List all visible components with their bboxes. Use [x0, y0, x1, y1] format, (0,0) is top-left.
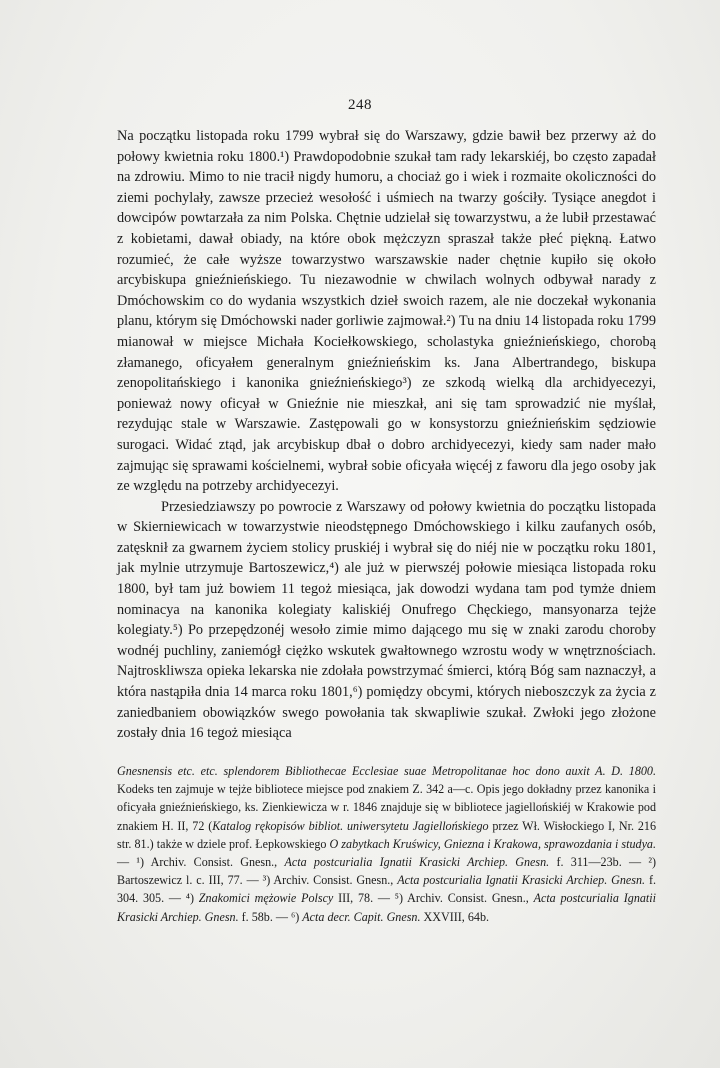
footnote-run: — ¹) Archiv. Consist. Gnesn., [117, 855, 285, 870]
footnotes [117, 762, 656, 926]
footnote-italic-run: Gnesnensis etc. etc. splendorem Bibliothecae Ecclesiae suae Metropolitanae hoc dono auxit A. D. 1800. [117, 764, 656, 778]
paragraph: Na początku listopada roku 1799 wybrał się do Warszawy, gdzie bawił bez przerwy aż do połowy kwietnia roku 1800.¹) Prawdopodobnie szukał tam rady lekarskiéj, bo często zapadał na zdrowiu. Mimo to nie tracił nigdy humoru, a chociaż go i wiek i rozmaite okoliczności do ziemi pochylały, zawsze przecież wesołość i uśmiech na twarzy gościły. Tysiące anegdot i dowcipów powtarzała za nim Polska. Chętnie udzielał się towarzystwu, a że lubił przestawać z kobietami, dawał obiady, na które obok mężczyzn spraszał także płeć piękną. Łatwo rozumieć, że całe wyższe towarzystwo warszawskie nader chętnie kupiło się około arcybiskupa gnieźnieńskiego. Tu niezawodnie w chwilach wolnych odbywał narady z Dmóchowskim co do wydania wszystkich dzieł swoich razem, ale nie doczekał wykonania planu, którym się Dmóchowski nader gorliwie zajmował.²) Tu na dniu 14 listopada roku 1799 mianował w miejsce Michała Kociełkowskiego, scholastyka gnieźnieńskiego, chorobą złamanego, oficyałem generalnym gnieźnieńskim ks. Jana Albertrandego, biskupa zenopolitańskiego i kanonika gnieźnieńskiego³) ze szkodą wielką dla archidyecezyi, ponieważ nowy oficyał w Gnieźnie nie mieszkał, ani się tam sprowadzić nie myślał, rezydując stale w Warszawie. Zastępowali go w konsystorzu gnieźnieńskim sędziowie surogaci. Widać ztąd, jak arcybiskup dbał o dobro archidyecezyi, kiedy sam nader mało zajmując się sprawami kościelnemi, wybrał sobie oficyała więcéj z faworu dla jego osoby jak ze względu na potrzeby archidyecezyi. [117, 128, 656, 495]
footnote-run: f. 58b. — ⁶) [238, 909, 303, 924]
footnote-italic-run: O zabytkach Kruświcy, Gniezna i Krakowa, sprawozdania i studya. [329, 836, 657, 851]
footnote-run: przez Wł. Wisłockiego I, Nr. 216 str. 81.) także w dziele prof. Łepkowskiego [117, 818, 656, 851]
footnote-italic-run: Znakomici mężowie Polscy [198, 891, 334, 906]
footnote-italic-run: Acta postcurialia Ignatii Krasicki Archiep. Gnesn. [117, 891, 656, 924]
footnote-run: III, 78. — ⁵) Archiv. Consist. Gnesn., [333, 891, 534, 906]
footnote-run: f. 304. 305. — ⁴) [117, 873, 657, 906]
footnote-italic-run: Acta decr. Capit. Gnesn. [302, 909, 421, 924]
page-number: 248 [348, 97, 372, 113]
footnote-italic-run: Acta postcurialia Ignatii Krasicki Archiep. Gnesn. [397, 873, 646, 888]
footnote-run: f. 311—23b. — ²) Bartoszewicz l. c. III, 77. — ³) Archiv. Consist. Gnesn., [117, 855, 656, 888]
footnote-italic-run: Katalog rękopisów bibliot. uniwersytetu Jagiellońskiego [212, 818, 489, 833]
footnote-run: XXVIII, 64b. [420, 909, 490, 924]
footnote-italic-run: Acta postcurialia Ignatii Krasicki Archiep. Gnesn. [284, 855, 550, 870]
main-text [117, 126, 656, 744]
footnotes-text [117, 762, 656, 926]
paragraph: Przesiedziawszy po powrocie z Warszawy od połowy kwietnia do początku listopada w Skierniewicach w towarzystwie nieodstępnego Dmóchowskiego i kilku zaufanych osób, zatęsknił za gwarnem życiem stolicy pruskiéj i wybrał się do niéj nie w początku roku 1801, jak mylnie utrzymuje Bartoszewicz,⁴) ale już w pierwszéj połowie miesiąca listopada roku 1800, był tam już bowiem 11 tegoż miesiąca, jak dowodzi wydana tam pod tymże dniem nominacya na kanonika kolegiaty kaliskiéj Onufrego Chęckiego, mansyonarza tejże kolegiaty.⁵) Po przepędzonéj wesoło zimie mimo dającego mu się w znaki zarodu choroby wodnéj puchliny, zaniemógł ciężko wskutek gwałtownego wzrostu wody w wnętrznościach. Najtroskliwsza opieka lekarska nie zdołała powstrzymać śmierci, którą Bóg sam naznaczył, a która nastąpiła dnia 14 marca roku 1801,⁶) pomiędzy obcymi, których nieboszczyk za życia z zaniedbaniem obowiązków swego powołania tak skwapliwie szukał. Zwłoki jego złożone zostały dnia 16 tegoż miesiąca [117, 498, 656, 742]
footnote-run: Kodeks ten zajmuje w tejże bibliotece miejsce pod znakiem Z. 342 a—c. Opis jego dokładny przez kanonika i oficyała gnieźnieńskiego, ks. Zienkiewicza w r. 1846 znajduje się w bibliotece jagiellońskiéj w Krakowie pod znakiem H. II, 72 ( [117, 782, 656, 833]
